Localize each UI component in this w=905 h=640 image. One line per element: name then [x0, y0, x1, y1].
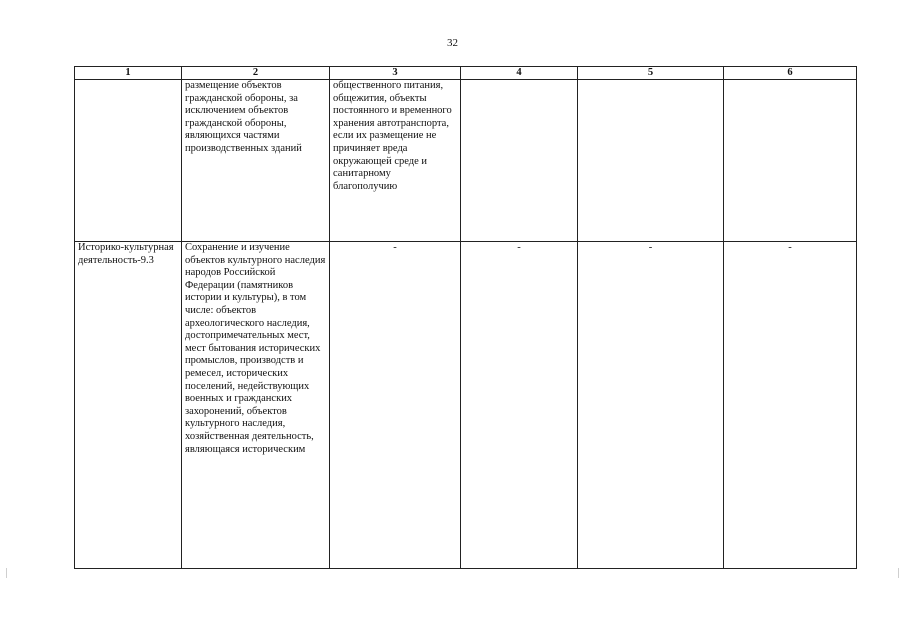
cell-text: Сохранение и изучение объектов культурного наследия народов Российской Федерации (памятников истории и культуры), в том числе: объектов археологического наследия, достопримечательных мест, мест бытования исторических промыслов, производств и ремесел, исторических поселений, недействующих военных и гражданских захоронений, объектов культурного наследия, хозяйственная деятельность, являющаяся историческим: [185, 242, 326, 455]
table-cell: [182, 242, 330, 569]
margin-mark: [6, 568, 7, 578]
cell-text: Историко-культурная деятельность-9.3: [78, 242, 174, 266]
cell-text: -: [788, 242, 792, 253]
table-cell: [724, 242, 857, 569]
margin-mark: [898, 568, 899, 578]
column-header-3: 3: [330, 67, 461, 80]
table-cell: [461, 242, 578, 569]
table-cell: [461, 80, 578, 242]
cell-text: -: [517, 242, 521, 253]
cell-text: размещение объектов гражданской обороны, за исключением объектов гражданской обороны, являющихся частями производственных зданий: [185, 80, 302, 154]
table-cell: [330, 242, 461, 569]
table-cell: [75, 80, 182, 242]
cell-text: -: [393, 242, 397, 253]
column-header-2: 2: [182, 67, 330, 80]
table-row: [75, 80, 857, 242]
column-header-5: 5: [578, 67, 724, 80]
zoning-table: [74, 66, 857, 569]
table-header-row: [75, 67, 857, 80]
cell-text: общественного питания, общежития, объекты постоянного и временного хранения автотранспорта, если их размещение не причиняет вреда окружающей среде и санитарному благополучию: [333, 80, 452, 192]
table-cell: [330, 80, 461, 242]
table-cell: [182, 80, 330, 242]
table-cell: [578, 80, 724, 242]
column-header-6: 6: [724, 67, 857, 80]
table-cell: [75, 242, 182, 569]
table-row: [75, 242, 857, 569]
column-header-1: 1: [75, 67, 182, 80]
table-cell: [724, 80, 857, 242]
cell-text: -: [648, 242, 653, 253]
table-cell: [578, 242, 724, 569]
column-header-4: 4: [461, 67, 578, 80]
page-number: 32: [447, 37, 458, 49]
